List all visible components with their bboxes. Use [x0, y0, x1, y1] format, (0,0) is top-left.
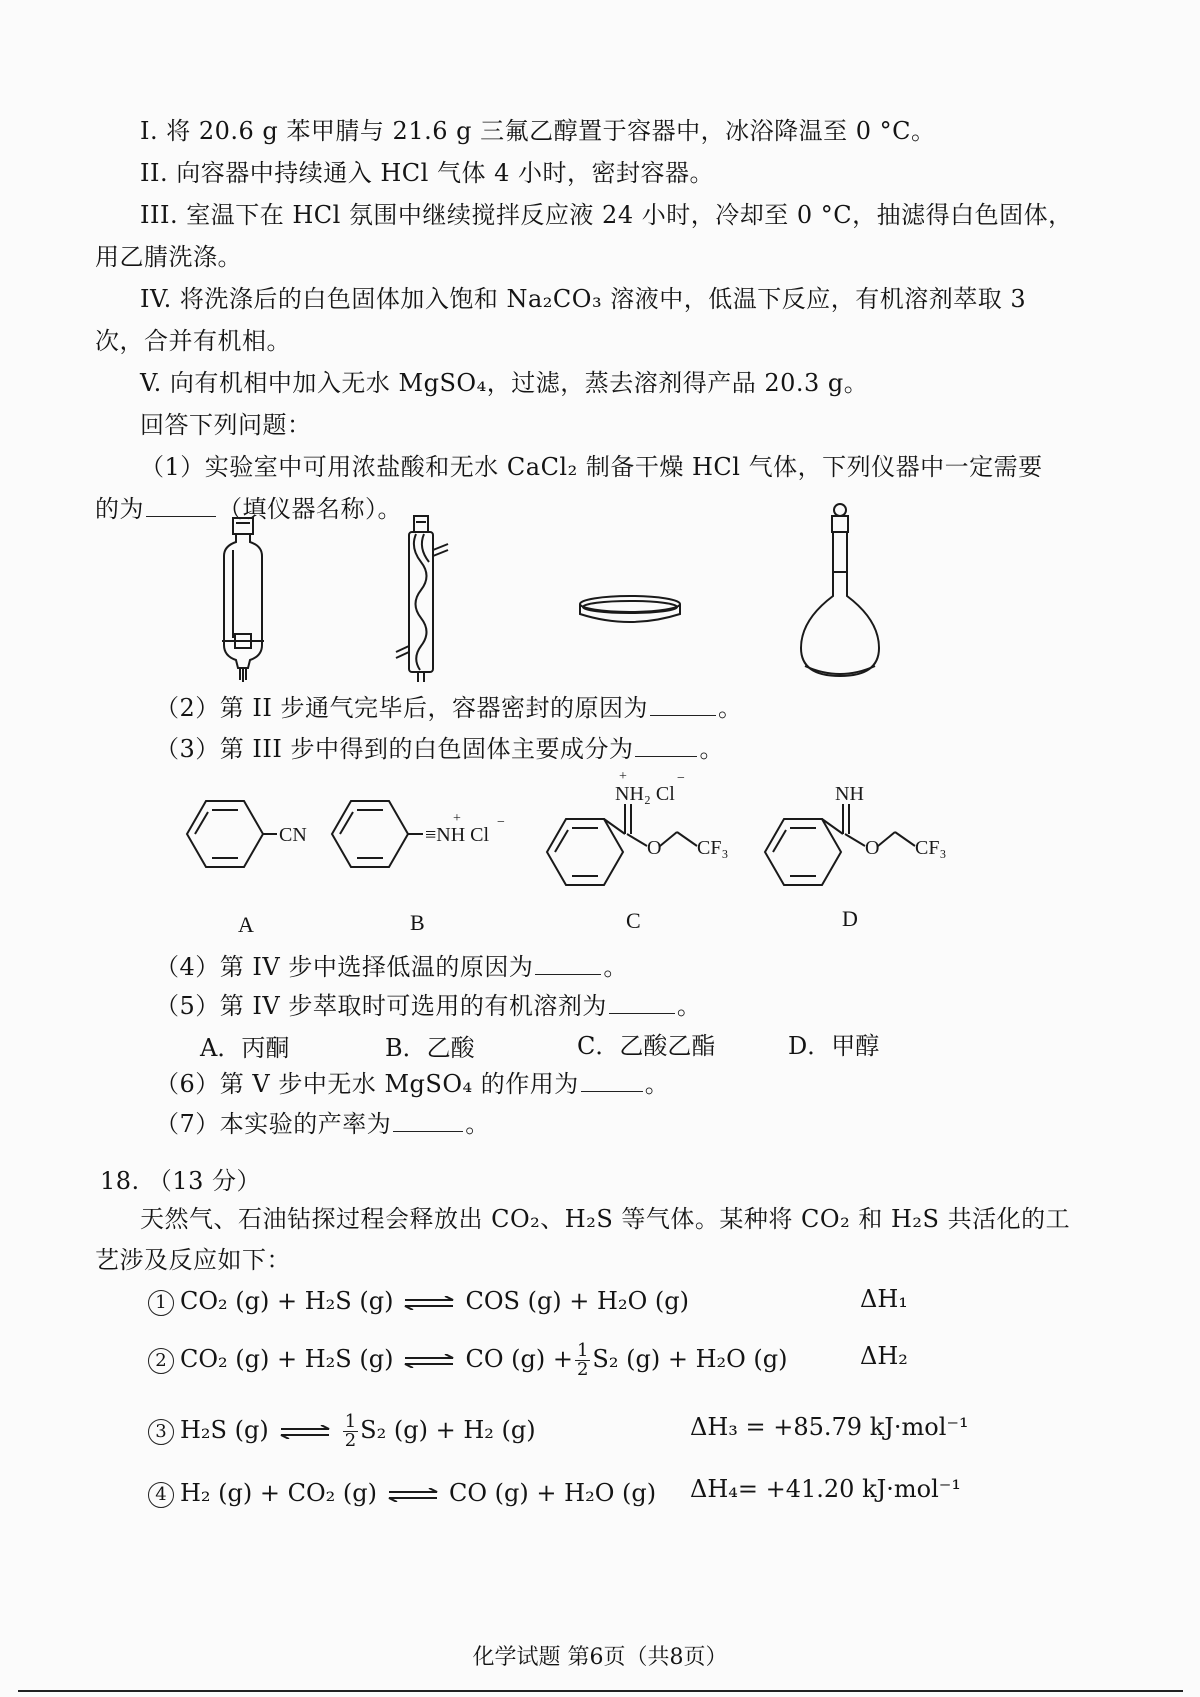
reaction-3-left: H₂S (g) [180, 1416, 269, 1444]
equilibrium-arrow-icon [403, 1296, 455, 1310]
fraction-half [343, 1413, 358, 1450]
step-4: IV. 将洗涤后的白色固体加入饱和 Na₂CO₃ 溶液中，低温下反应，有机溶剂萃取 3 [140, 285, 1027, 313]
question-18-intro-1: 天然气、石油钻探过程会释放出 CO₂、H₂S 等气体。某种将 CO₂ 和 H₂S 共活化的工 [140, 1205, 1071, 1233]
label-nh: NH [835, 783, 864, 805]
reaction-3 [148, 1413, 536, 1450]
step-4-cont: 次，合并有机相。 [95, 327, 291, 355]
answer-blank-7[interactable] [393, 1109, 463, 1132]
question-6-end: 。 [644, 1070, 670, 1098]
question-7 [155, 1108, 490, 1140]
minus-sign-c: − [677, 771, 685, 786]
step-1: I. 将 20.6 g 苯甲腈与 21.6 g 三氟乙醇置于容器中，冰浴降温至 0 °C。 [140, 117, 936, 145]
structure-options [175, 770, 995, 950]
answer-prompt: 回答下列问题： [140, 411, 312, 439]
reaction-4-right: CO (g) + H₂O (g) [449, 1479, 657, 1507]
question-18-intro-2: 艺涉及反应如下： [95, 1246, 291, 1274]
choice-d[interactable]: D．甲醇 [788, 1032, 880, 1060]
page-footer: 化学试题 第6页（共8页） [472, 1645, 728, 1670]
delta-h-3: ΔH₃ = +85.79 kJ·mol⁻¹ [690, 1413, 969, 1441]
label-cf3-c: CF₃ [697, 837, 729, 859]
petri-dish-icon [575, 590, 685, 630]
reaction-1-left: CO₂ (g) + H₂S (g) [180, 1287, 394, 1315]
reaction-1-right: COS (g) + H₂O (g) [465, 1287, 689, 1315]
equilibrium-arrow-icon [279, 1425, 331, 1439]
question-6 [155, 1068, 669, 1100]
question-1-text-after: （填仪器名称）。 [218, 495, 402, 523]
answer-blank-6[interactable] [581, 1069, 643, 1092]
choice-a[interactable]: A．丙酮 [200, 1034, 290, 1062]
reaction-2-right-pre: CO (g) + [465, 1345, 573, 1373]
separatory-funnel-icon [200, 510, 290, 685]
fraction-numerator: 1 [576, 1340, 589, 1361]
option-label-d: D [842, 906, 858, 931]
reaction-2-left: CO₂ (g) + H₂S (g) [180, 1345, 394, 1373]
step-3-cont: 用乙腈洗涤。 [95, 243, 242, 271]
question-5-end: 。 [676, 992, 702, 1020]
reaction-4-left: H₂ (g) + CO₂ (g) [180, 1479, 378, 1507]
reaction-2-right-post: S₂ (g) + H₂O (g) [592, 1345, 788, 1373]
volumetric-flask-icon [795, 500, 885, 685]
answer-blank-4[interactable] [535, 952, 601, 975]
answer-blank-3[interactable] [635, 734, 697, 757]
answer-blank-2[interactable] [650, 693, 716, 716]
step-2: II. 向容器中持续通入 HCl 气体 4 小时，密封容器。 [140, 159, 714, 187]
delta-h-1: ΔH₁ [860, 1285, 908, 1313]
question-6-text: （6）第 V 步中无水 MgSO₄ 的作用为 [155, 1070, 579, 1098]
question-5-text: （5）第 IV 步萃取时可选用的有机溶剂为 [155, 992, 607, 1020]
option-label-b: B [410, 910, 425, 935]
fraction-denominator: 2 [576, 1359, 589, 1380]
question-1-text-before: 的为 [95, 495, 144, 523]
option-label-a: A [238, 912, 254, 937]
answer-blank-5[interactable] [609, 991, 675, 1014]
delta-h-4: ΔH₄= +41.20 kJ·mol⁻¹ [690, 1475, 962, 1503]
question-3-text: （3）第 III 步中得到的白色固体主要成分为 [155, 735, 634, 763]
plus-sign-b: + [453, 811, 461, 826]
question-1-line1: （1）实验室中可用浓盐酸和无水 CaCl₂ 制备干燥 HCl 气体，下列仪器中一定需要 [140, 453, 1043, 481]
question-7-text: （7）本实验的产率为 [155, 1110, 392, 1138]
question-7-end: 。 [465, 1110, 490, 1138]
reaction-number-2: 2 [148, 1348, 174, 1374]
label-nh2cl: NH₂ Cl [615, 783, 675, 805]
question-3-end: 。 [699, 735, 724, 763]
question-3 [155, 733, 724, 765]
question-2-text: （2）第 II 步通气完毕后，容器密封的原因为 [155, 694, 648, 722]
question-5 [155, 990, 701, 1022]
bottom-rule [18, 1690, 1183, 1692]
question-4 [155, 951, 628, 983]
label-o-d: O [865, 837, 880, 859]
question-18-header: 18. （13 分） [100, 1167, 261, 1195]
delta-h-2: ΔH₂ [860, 1342, 908, 1370]
fraction-numerator: 1 [344, 1411, 357, 1432]
label-nh-cl: ≡NH Cl [425, 824, 490, 846]
reaction-number-4: 4 [148, 1482, 174, 1508]
fraction-half [575, 1342, 590, 1379]
question-4-end: 。 [603, 953, 628, 981]
option-label-c: C [626, 908, 641, 933]
reaction-2 [148, 1342, 788, 1379]
label-cf3-d: CF₃ [915, 837, 947, 859]
label-cn: CN [279, 824, 307, 846]
fraction-denominator: 2 [344, 1430, 357, 1451]
label-o-c: O [647, 837, 662, 859]
question-4-text: （4）第 IV 步中选择低温的原因为 [155, 953, 534, 981]
choice-c[interactable]: C．乙酸乙酯 [577, 1032, 716, 1060]
condenser-icon [390, 510, 460, 685]
equilibrium-arrow-icon [387, 1488, 439, 1502]
reaction-3-right: S₂ (g) + H₂ (g) [360, 1416, 536, 1444]
step-3: III. 室温下在 HCl 氛围中继续搅拌反应液 24 小时，冷却至 0 °C，抽滤得白色固体， [140, 201, 1073, 229]
step-5: V. 向有机相中加入无水 MgSO₄，过滤，蒸去溶剂得产品 20.3 g。 [140, 369, 869, 397]
question-2 [155, 692, 743, 724]
choice-b[interactable]: B．乙酸 [385, 1034, 475, 1062]
question-2-end: 。 [718, 694, 743, 722]
plus-sign-c: + [619, 770, 627, 784]
reaction-4 [148, 1477, 656, 1509]
reaction-1 [148, 1285, 689, 1317]
equilibrium-arrow-icon [403, 1354, 455, 1368]
minus-sign-b: − [497, 815, 505, 830]
reaction-number-3: 3 [148, 1419, 174, 1445]
reaction-number-1: 1 [148, 1290, 174, 1316]
